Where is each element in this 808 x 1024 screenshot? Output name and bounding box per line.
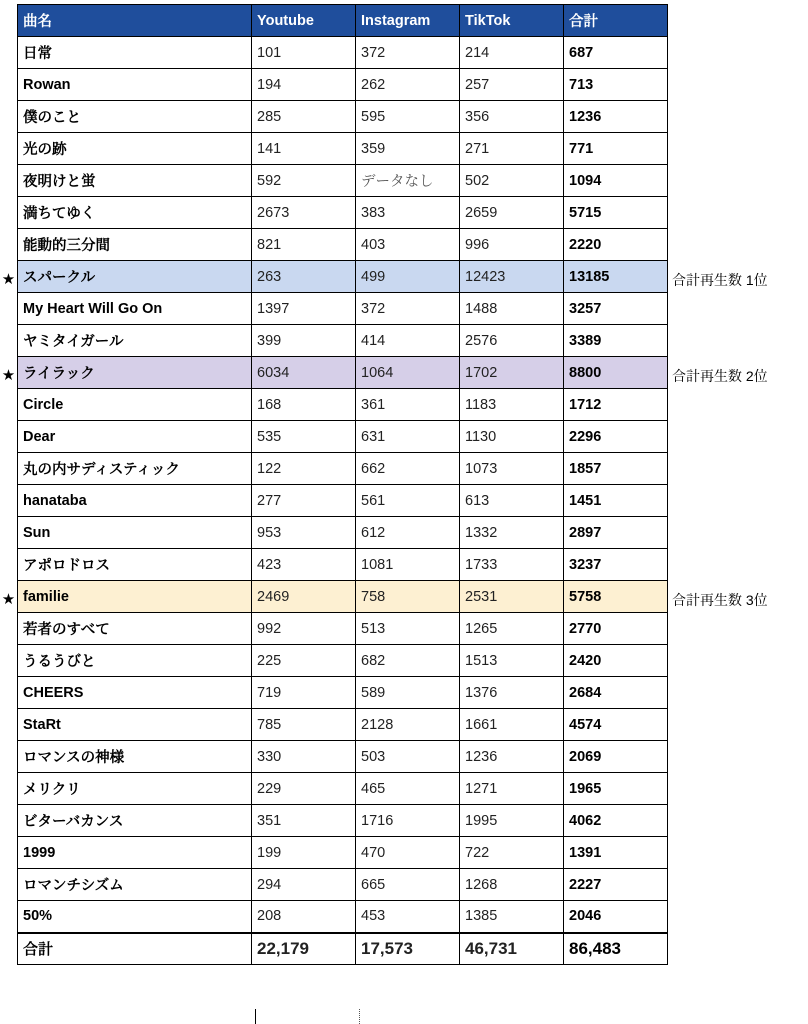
cell-youtube[interactable]: 122 — [252, 453, 356, 485]
cell-tiktok[interactable]: 1376 — [460, 677, 564, 709]
cell-song[interactable]: 1999 — [18, 837, 252, 869]
cell-total[interactable]: 2420 — [564, 645, 668, 677]
cell-total[interactable]: 713 — [564, 69, 668, 101]
cell-instagram[interactable]: 453 — [356, 901, 460, 933]
cell-tiktok[interactable]: 502 — [460, 165, 564, 197]
cell-youtube[interactable]: 225 — [252, 645, 356, 677]
cell-tiktok[interactable]: 257 — [460, 69, 564, 101]
table-row — [18, 581, 668, 613]
cell-instagram[interactable]: 361 — [356, 389, 460, 421]
cell-youtube[interactable]: 719 — [252, 677, 356, 709]
cell-youtube[interactable]: 208 — [252, 901, 356, 933]
cell-youtube[interactable]: 194 — [252, 69, 356, 101]
cell-youtube[interactable]: 399 — [252, 325, 356, 357]
cell-youtube[interactable]: 285 — [252, 101, 356, 133]
cell-total[interactable]: 3257 — [564, 293, 668, 325]
cell-tiktok[interactable]: 1332 — [460, 517, 564, 549]
cell-song[interactable]: Sun — [18, 517, 252, 549]
table-row — [18, 805, 668, 837]
cell-song[interactable]: 僕のこと — [18, 101, 252, 133]
table-row — [18, 517, 668, 549]
cell-song[interactable]: StaRt — [18, 709, 252, 741]
rank-note: 合計再生数 2位 — [672, 368, 768, 384]
cell-instagram[interactable]: 589 — [356, 677, 460, 709]
summary-instagram: 17,573 — [356, 933, 460, 965]
cell-total[interactable]: 1857 — [564, 453, 668, 485]
cell-instagram[interactable]: 631 — [356, 421, 460, 453]
cell-song[interactable]: ロマンスの神様 — [18, 741, 252, 773]
cell-youtube[interactable]: 294 — [252, 869, 356, 901]
cell-tiktok[interactable]: 1271 — [460, 773, 564, 805]
cell-total[interactable]: 5758 — [564, 581, 668, 613]
cell-tiktok[interactable]: 1513 — [460, 645, 564, 677]
rank-star-icon: ★ — [1, 591, 16, 608]
table-row — [18, 453, 668, 485]
cell-youtube[interactable]: 277 — [252, 485, 356, 517]
cell-song[interactable]: 50% — [18, 901, 252, 933]
rank-note: 合計再生数 3位 — [672, 592, 768, 608]
table-footer — [18, 933, 668, 965]
table-header-row — [18, 5, 668, 37]
cell-total[interactable]: 771 — [564, 133, 668, 165]
cell-tiktok[interactable]: 1265 — [460, 613, 564, 645]
summary-youtube: 22,179 — [252, 933, 356, 965]
cell-song[interactable]: My Heart Will Go On — [18, 293, 252, 325]
cell-youtube[interactable]: 141 — [252, 133, 356, 165]
cell-song[interactable]: 光の跡 — [18, 133, 252, 165]
cell-youtube[interactable]: 423 — [252, 549, 356, 581]
cell-song[interactable]: hanataba — [18, 485, 252, 517]
cell-total[interactable]: 5715 — [564, 197, 668, 229]
cell-song[interactable]: CHEERS — [18, 677, 252, 709]
cell-total[interactable]: 4062 — [564, 805, 668, 837]
cell-total[interactable]: 13185 — [564, 261, 668, 293]
cell-tiktok[interactable]: 1385 — [460, 901, 564, 933]
cell-total[interactable]: 2897 — [564, 517, 668, 549]
cell-instagram[interactable]: 359 — [356, 133, 460, 165]
cell-tiktok[interactable]: 1995 — [460, 805, 564, 837]
cell-instagram[interactable]: 561 — [356, 485, 460, 517]
cell-youtube[interactable]: 168 — [252, 389, 356, 421]
table-row — [18, 837, 668, 869]
cell-youtube[interactable]: 592 — [252, 165, 356, 197]
cell-tiktok[interactable]: 1130 — [460, 421, 564, 453]
cell-total[interactable]: 1236 — [564, 101, 668, 133]
cell-total[interactable]: 1965 — [564, 773, 668, 805]
table-row — [18, 645, 668, 677]
cell-tiktok[interactable]: 722 — [460, 837, 564, 869]
cell-youtube[interactable]: 101 — [252, 37, 356, 69]
cell-total[interactable]: 3237 — [564, 549, 668, 581]
cell-youtube[interactable]: 199 — [252, 837, 356, 869]
column-header-instagram[interactable]: Instagram — [356, 5, 460, 37]
rank-star-icon: ★ — [1, 271, 16, 288]
cell-tiktok[interactable]: 1236 — [460, 741, 564, 773]
cell-youtube[interactable]: 229 — [252, 773, 356, 805]
cell-song[interactable]: うるうびと — [18, 645, 252, 677]
cell-instagram[interactable]: 372 — [356, 293, 460, 325]
cell-song[interactable]: familie — [18, 581, 252, 613]
cell-tiktok[interactable]: 1183 — [460, 389, 564, 421]
cell-tiktok[interactable]: 996 — [460, 229, 564, 261]
table-row — [18, 741, 668, 773]
cell-instagram[interactable]: 403 — [356, 229, 460, 261]
cell-youtube[interactable]: 785 — [252, 709, 356, 741]
column-header-total[interactable]: 合計 — [564, 5, 668, 37]
summary-label: 合計 — [18, 933, 252, 965]
table-row — [18, 677, 668, 709]
cell-total[interactable]: 1391 — [564, 837, 668, 869]
table-row — [18, 357, 668, 389]
cell-song[interactable]: メリクリ — [18, 773, 252, 805]
table-row — [18, 389, 668, 421]
table-row — [18, 165, 668, 197]
cell-song[interactable]: 能動的三分間 — [18, 229, 252, 261]
table-row-summary — [18, 933, 668, 965]
cell-instagram[interactable]: 682 — [356, 645, 460, 677]
cell-tiktok[interactable]: 2531 — [460, 581, 564, 613]
cell-total[interactable]: 2220 — [564, 229, 668, 261]
cell-total[interactable]: 2227 — [564, 869, 668, 901]
cell-total[interactable]: 1712 — [564, 389, 668, 421]
cell-song[interactable]: 満ちてゆく — [18, 197, 252, 229]
table-row — [18, 69, 668, 101]
table-row — [18, 293, 668, 325]
cell-instagram[interactable]: 612 — [356, 517, 460, 549]
summary-tiktok: 46,731 — [460, 933, 564, 965]
playcount-table — [17, 4, 668, 965]
cell-total[interactable]: 2069 — [564, 741, 668, 773]
cell-song[interactable]: ロマンチシズム — [18, 869, 252, 901]
table-row — [18, 229, 668, 261]
cell-instagram[interactable]: 758 — [356, 581, 460, 613]
table-row — [18, 261, 668, 293]
cell-total[interactable]: 1451 — [564, 485, 668, 517]
cell-song[interactable]: スパークル — [18, 261, 252, 293]
cell-tiktok[interactable]: 214 — [460, 37, 564, 69]
table-row — [18, 421, 668, 453]
cell-youtube[interactable]: 263 — [252, 261, 356, 293]
cell-total[interactable]: 8800 — [564, 357, 668, 389]
cell-instagram[interactable]: 2128 — [356, 709, 460, 741]
column-header-tiktok[interactable]: TikTok — [460, 5, 564, 37]
cell-total[interactable]: 4574 — [564, 709, 668, 741]
cell-tiktok[interactable]: 271 — [460, 133, 564, 165]
cell-song[interactable]: ビターバカンス — [18, 805, 252, 837]
table-row — [18, 549, 668, 581]
table-row — [18, 37, 668, 69]
cell-youtube[interactable]: 821 — [252, 229, 356, 261]
cell-instagram[interactable]: 662 — [356, 453, 460, 485]
cell-youtube[interactable]: 6034 — [252, 357, 356, 389]
table-row — [18, 485, 668, 517]
rank-note: 合計再生数 1位 — [672, 272, 768, 288]
table-row — [18, 773, 668, 805]
cell-tiktok[interactable]: 613 — [460, 485, 564, 517]
cell-total[interactable]: 3389 — [564, 325, 668, 357]
cell-total[interactable]: 2684 — [564, 677, 668, 709]
cell-tiktok[interactable]: 2659 — [460, 197, 564, 229]
cell-youtube[interactable]: 2469 — [252, 581, 356, 613]
cell-instagram[interactable]: 1716 — [356, 805, 460, 837]
cell-instagram[interactable]: 372 — [356, 37, 460, 69]
cell-instagram[interactable]: データなし — [356, 165, 460, 197]
summary-total: 86,483 — [564, 933, 668, 965]
cell-song[interactable]: ライラック — [18, 357, 252, 389]
cell-instagram[interactable]: 414 — [356, 325, 460, 357]
cell-tiktok[interactable]: 1702 — [460, 357, 564, 389]
cell-youtube[interactable]: 1397 — [252, 293, 356, 325]
cell-song[interactable]: Circle — [18, 389, 252, 421]
cell-youtube[interactable]: 535 — [252, 421, 356, 453]
cell-song[interactable]: Rowan — [18, 69, 252, 101]
grid-stub-cell — [255, 1009, 360, 1024]
cell-instagram[interactable]: 513 — [356, 613, 460, 645]
cell-youtube[interactable]: 992 — [252, 613, 356, 645]
cell-instagram[interactable]: 465 — [356, 773, 460, 805]
cell-instagram[interactable]: 1064 — [356, 357, 460, 389]
cell-instagram[interactable]: 262 — [356, 69, 460, 101]
table-body — [18, 37, 668, 933]
cell-tiktok[interactable]: 1661 — [460, 709, 564, 741]
table-row — [18, 901, 668, 933]
cell-song[interactable]: 若者のすべて — [18, 613, 252, 645]
table-row — [18, 613, 668, 645]
cell-tiktok[interactable]: 1733 — [460, 549, 564, 581]
column-header-youtube[interactable]: Youtube — [252, 5, 356, 37]
table-header — [18, 5, 668, 37]
cell-tiktok[interactable]: 12423 — [460, 261, 564, 293]
table-row — [18, 101, 668, 133]
cell-song[interactable]: Dear — [18, 421, 252, 453]
table-row — [18, 709, 668, 741]
cell-instagram[interactable]: 665 — [356, 869, 460, 901]
cell-instagram[interactable]: 383 — [356, 197, 460, 229]
cell-song[interactable]: 日常 — [18, 37, 252, 69]
table-row — [18, 325, 668, 357]
cell-instagram[interactable]: 595 — [356, 101, 460, 133]
cell-youtube[interactable]: 2673 — [252, 197, 356, 229]
cell-tiktok[interactable]: 1488 — [460, 293, 564, 325]
cell-total[interactable]: 1094 — [564, 165, 668, 197]
cell-total[interactable]: 2296 — [564, 421, 668, 453]
cell-youtube[interactable]: 330 — [252, 741, 356, 773]
cell-tiktok[interactable]: 1268 — [460, 869, 564, 901]
cell-instagram[interactable]: 1081 — [356, 549, 460, 581]
cell-total[interactable]: 2770 — [564, 613, 668, 645]
cell-total[interactable]: 2046 — [564, 901, 668, 933]
cell-tiktok[interactable]: 356 — [460, 101, 564, 133]
cell-tiktok[interactable]: 1073 — [460, 453, 564, 485]
table-row — [18, 197, 668, 229]
cell-tiktok[interactable]: 2576 — [460, 325, 564, 357]
column-header-song[interactable]: 曲名 — [18, 5, 252, 37]
rank-star-icon: ★ — [1, 367, 16, 384]
cell-instagram[interactable]: 499 — [356, 261, 460, 293]
cell-instagram[interactable]: 470 — [356, 837, 460, 869]
cell-song[interactable]: アポロドロス — [18, 549, 252, 581]
cell-song[interactable]: 丸の内サディスティック — [18, 453, 252, 485]
cell-youtube[interactable]: 351 — [252, 805, 356, 837]
cell-youtube[interactable]: 953 — [252, 517, 356, 549]
cell-total[interactable]: 687 — [564, 37, 668, 69]
table-row — [18, 133, 668, 165]
cell-song[interactable]: 夜明けと蛍 — [18, 165, 252, 197]
table-row — [18, 869, 668, 901]
cell-song[interactable]: ヤミタイガール — [18, 325, 252, 357]
cell-instagram[interactable]: 503 — [356, 741, 460, 773]
